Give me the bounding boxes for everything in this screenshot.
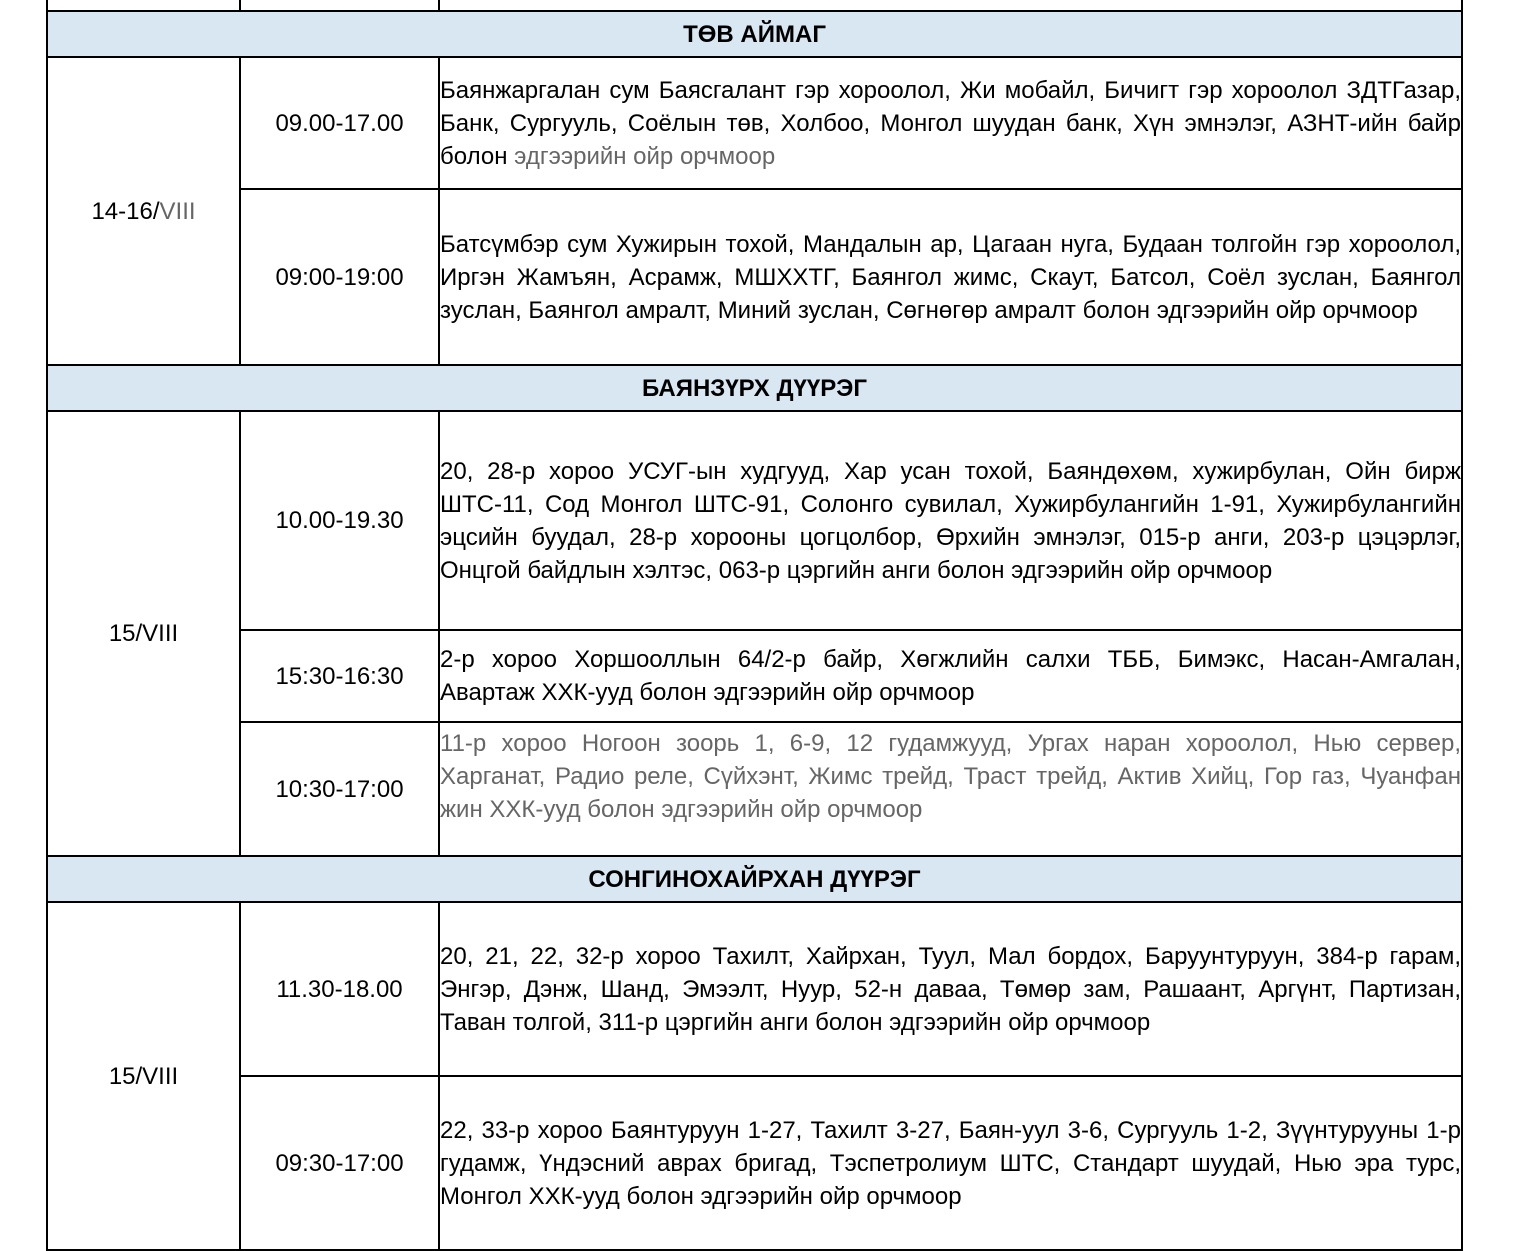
table-row <box>47 722 1462 856</box>
section-header-row <box>47 856 1462 902</box>
description-cell: Батсүмбэр сум Хужирын тохой, Мандалын ар, Цагаан нуга, Будаан толгойн гэр хороолол, Иргэн Жамъян, Асрамж, МШХХТГ, Баянгол жимс, Скаут, Батсол, Соёл зуслан, Баянгол зуслан, Баянгол амралт, Миний зуслан, Сөгнөгөр амралт болон эдгээрийн ойр орчмоор <box>439 189 1462 365</box>
time-cell: 10.00-19.30 <box>240 411 439 630</box>
partial-cell <box>240 0 439 11</box>
description-cell: 2-р хороо Хоршооллын 64/2-р байр, Хөгжлийн салхи ТББ, Бимэкс, Насан-Амгалан, Авартаж ХХК-ууд болон эдгээрийн ойр орчмоор <box>439 630 1462 722</box>
table-row <box>47 902 1462 1076</box>
outage-schedule-table <box>46 0 1463 1251</box>
date-cell: 15/VIII <box>47 411 240 856</box>
time-cell: 15:30-16:30 <box>240 630 439 722</box>
section-title: БАЯНЗҮРХ ДҮҮРЭГ <box>47 365 1462 411</box>
description-cell: 22, 33-р хороо Баянтуруун 1-27, Тахилт 3-27, Баян-уул 3-6, Сургууль 1-2, Зүүнтурууны 1-р гудамж, Үндэсний аврах бригад, Тэспетролиум ШТС, Стандарт шуудай, Нью эра турс, Монгол ХХК-ууд болон эдгээрийн ойр орчмоор <box>439 1076 1462 1250</box>
description-cell: 11-р хороо Ногоон зоорь 1, 6-9, 12 гудамжууд, Ургах наран хороолол, Нью сервер, Харганат, Радио реле, Сүйхэнт, Жимс трейд, Траст трейд, Актив Хийц, Гор газ, Чуанфан жин ХХК-ууд болон эдгээрийн ойр орчмоор <box>439 722 1462 856</box>
description-text-gray: эдгээрийн ойр орчмоор <box>514 142 776 170</box>
table-row <box>47 411 1462 630</box>
section-title: СОНГИНОХАЙРХАН ДҮҮРЭГ <box>47 856 1462 902</box>
date-month: VIII <box>159 197 196 225</box>
date-day: 14-16/ <box>91 197 160 225</box>
table-row <box>47 57 1462 189</box>
time-cell: 10:30-17:00 <box>240 722 439 856</box>
table-row <box>47 1076 1462 1250</box>
section-header-row <box>47 11 1462 57</box>
partial-cell <box>439 0 1462 11</box>
partial-cell <box>47 0 240 11</box>
time-cell: 09:00-19:00 <box>240 189 439 365</box>
description-text: Баянжаргалан сум Баясгалант гэр хороолол, Жи мобайл, Бичигт гэр хороолол ЗДТГазар, Банк, Сургууль, Соёлын төв, Холбоо, Монгол шуудан банк, Хүн эмнэлэг, АЗНТ-ийн байр болон <box>440 76 1461 170</box>
section-title: ТӨВ АЙМАГ <box>47 11 1462 57</box>
date-cell: 15/VIII <box>47 902 240 1250</box>
date-cell <box>47 57 240 365</box>
time-cell: 11.30-18.00 <box>240 902 439 1076</box>
description-cell: 20, 21, 22, 32-р хороо Тахилт, Хайрхан, Туул, Мал бордох, Баруунтуруун, 384-р гарам, Энгэр, Дэнж, Шанд, Эмээлт, Нуур, 52-н даваа, Төмөр зам, Рашаант, Аргүнт, Партизан, Таван толгой, 311-р цэргийн анги болон эдгээрийн ойр орчмоор <box>439 902 1462 1076</box>
time-cell: 09.00-17.00 <box>240 57 439 189</box>
time-cell: 09:30-17:00 <box>240 1076 439 1250</box>
description-cell: 20, 28-р хороо УСУГ-ын худгууд, Хар усан тохой, Баяндөхөм, хужирбулан, Ойн бирж ШТС-11, Сод Монгол ШТС-91, Солонго сувилал, Хужирбулангийн 1-91, Хужирбулангийн эцсийн буудал, 28-р хорооны цогцолбор, Өрхийн эмнэлэг, 015-р анги, 203-р цэцэрлэг, Онцгой байдлын хэлтэс, 063-р цэргийн анги болон эдгээрийн ойр орчмоор <box>439 411 1462 630</box>
section-header-row <box>47 365 1462 411</box>
table-row <box>47 189 1462 365</box>
description-cell <box>439 57 1462 189</box>
partial-top-row <box>47 0 1462 11</box>
table-row <box>47 630 1462 722</box>
